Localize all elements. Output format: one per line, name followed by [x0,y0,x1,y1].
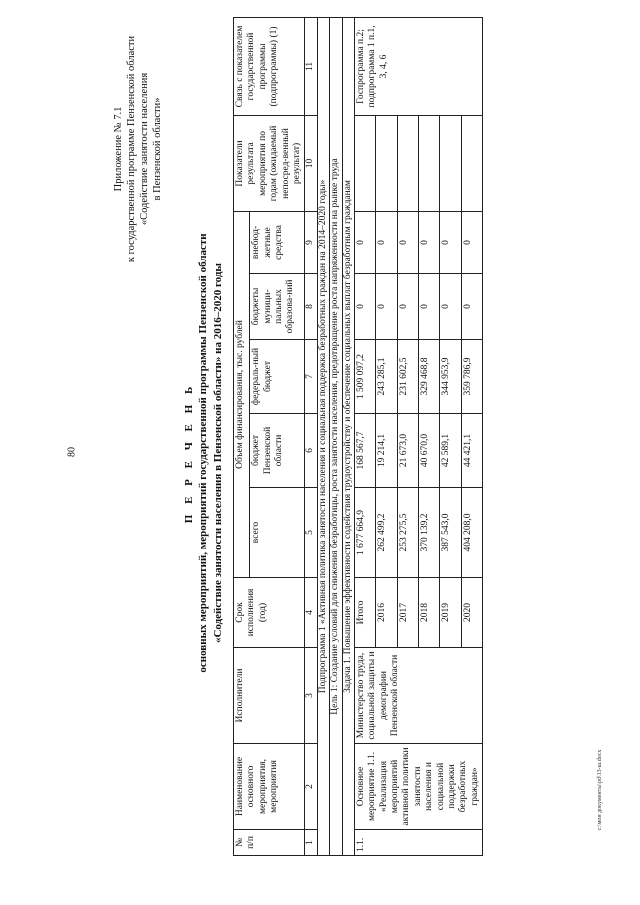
page-number: 80 [66,447,78,457]
task-row: Задача 1. Повышение эффективности содействия трудоустройству и обеспечение социальных выплат безработным гражданам [342,17,354,855]
cell-indicator [461,115,482,211]
cell-term: 2016 [376,577,397,647]
cell-indicator [440,115,461,211]
row-measure-name: Основное мероприятие 1.1. «Реализация мероприятий активной политики занятости населения и социальной поддержки безработных граждан» [354,743,482,829]
cell-extra: 0 [419,211,440,273]
cell-municipal: 0 [354,273,375,339]
cell-term: 2018 [419,577,440,647]
cell-federal: 329 468,8 [419,339,440,413]
cell-federal: 231 602,5 [397,339,418,413]
cell-term: 2020 [461,577,482,647]
cell-municipal: 0 [376,273,397,339]
cell-term: 2017 [397,577,418,647]
header-link: Связь с показателем государственной программы (подпрограммы) (1) [234,17,305,115]
cell-federal: 243 285,1 [376,339,397,413]
title-line: основных мероприятий, мероприятий государственной программы Пензенской области [197,232,210,673]
header-num: № п/п [234,829,305,855]
cell-regional: 42 589,1 [440,413,461,487]
cell-extra: 0 [397,211,418,273]
col-number: 11 [305,17,317,115]
header-executors: Исполнители [234,647,305,743]
rotated-sheet [110,8,530,898]
subprogram-row: Подпрограмма 1 «Активная политика занятости населения и социальная поддержка безработных граждан на 2014–2020 годы» [317,17,329,855]
col-number: 5 [305,487,317,577]
title-line: П Е Р Е Ч Е Н Ь [183,382,195,523]
header-name: Наименование основного мероприятия, мероприятия [234,743,305,829]
cell-municipal: 0 [419,273,440,339]
col-number: 4 [305,577,317,647]
row-executor: Министерство труда, социальной защиты и демографии Пензенской области [354,647,482,743]
cell-indicator [397,115,418,211]
appendix-line: Приложение № 7.1 [113,106,124,191]
cell-federal: 1 509 097,2 [354,339,375,413]
cell-term: 2019 [440,577,461,647]
cell-municipal: 0 [461,273,482,339]
cell-extra: 0 [354,211,375,273]
cell-total: 404 208,0 [461,487,482,577]
cell-indicator [376,115,397,211]
appendix-line: в Пензенской области» [152,97,164,200]
cell-regional: 168 567,7 [354,413,375,487]
cell-regional: 21 673,0 [397,413,418,487]
appendix-line: «Содействие занятости населения [139,72,151,225]
appendix-line: к государственной программе Пензенской области [126,35,138,262]
cell-municipal: 0 [440,273,461,339]
cell-total: 262 499,2 [376,487,397,577]
appendix-block [112,14,165,284]
col-number: 8 [305,273,317,339]
header-term: Срок исполнения (год) [234,577,305,647]
header-indicators: Показатели результата мероприятия по годам (ожидаемый непосред-венный результат) [234,115,305,211]
col-number: 1 [305,829,317,855]
row-link: Госпрограмма п.2; подпрограмма 1 п.1, 3, 4, 6 [354,17,482,115]
header-municipal: бюджеты муници-пальных образова-ний [250,273,305,339]
cell-federal: 344 953,9 [440,339,461,413]
cell-term: Итого [354,577,375,647]
cell-extra: 0 [440,211,461,273]
cell-indicator [354,115,375,211]
cell-extra: 0 [376,211,397,273]
goal-row: Цель 1: Создание условий для снижения безработицы, роста занятости населения, предотвращение роста напряженности на рынке труда [330,17,342,855]
cell-total: 387 543,0 [440,487,461,577]
header-total: всего [250,487,305,577]
cell-federal: 359 786,9 [461,339,482,413]
document-title [182,8,225,898]
header-extra: внебюд-жетные средства [250,211,305,273]
row-num: 1.1. [354,829,482,855]
cell-municipal: 0 [397,273,418,339]
header-federal: федераль-ный бюджет [250,339,305,413]
cell-total: 1 677 664,9 [354,487,375,577]
cell-indicator [419,115,440,211]
cell-regional: 40 670,0 [419,413,440,487]
col-number: 9 [305,211,317,273]
col-number: 6 [305,413,317,487]
col-number: 2 [305,743,317,829]
col-number: 10 [305,115,317,211]
header-funding: Объем финансирования, тыс. рублей [234,211,250,577]
cell-total: 370 139,2 [419,487,440,577]
cell-regional: 44 421,1 [461,413,482,487]
measures-table [233,16,483,855]
col-number: 3 [305,647,317,743]
footer-file-path: c:\мои документы\pd\13-ш.docx [597,749,603,831]
title-line: «Содействие занятости населения в Пензенской области» на 2016–2020 годы [211,262,224,643]
col-number: 7 [305,339,317,413]
cell-extra: 0 [461,211,482,273]
cell-total: 253 275,5 [397,487,418,577]
cell-regional: 19 214,1 [376,413,397,487]
header-regional: бюджет Пензенской области [250,413,305,487]
